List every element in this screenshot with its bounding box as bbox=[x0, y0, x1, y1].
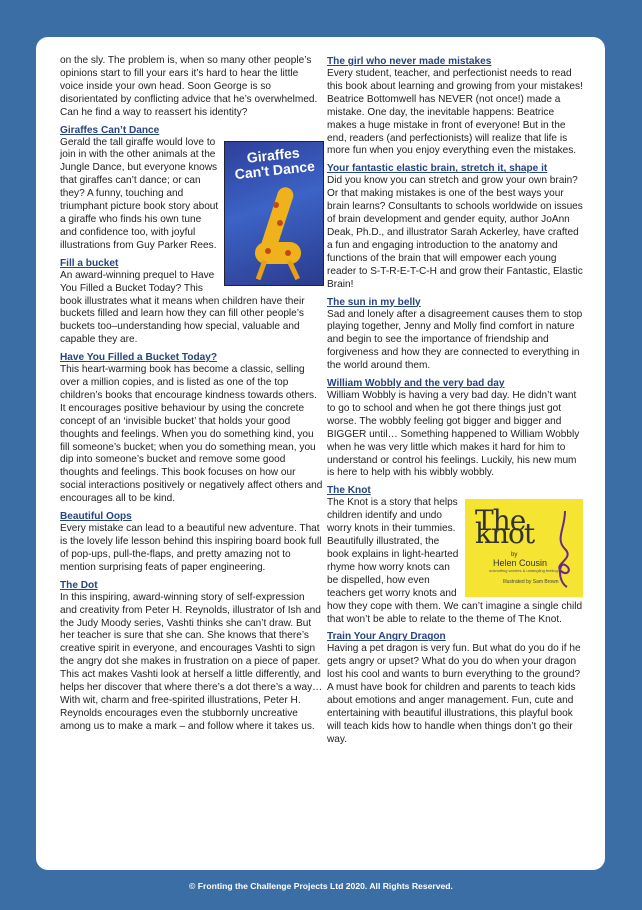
book-title-sun-belly[interactable]: The sun in my belly bbox=[327, 296, 421, 308]
book-title-william-wobbly[interactable]: William Wobbly and the very bad day bbox=[327, 378, 505, 390]
knot-rope-icon bbox=[551, 509, 579, 589]
book-entry-elastic-brain bbox=[327, 162, 583, 291]
book-entry-william-wobbly bbox=[327, 377, 583, 480]
book-text-filled-bucket: This heart-warming book has become a classic, selling over a million copies, and is listed as one of the top children’s books that encourage kindness towards others. It encourages positive behaviour by using the concrete concept of an ‘invisible bucket’ that holds your good thoughts and feelings. When you do something kind, you fill someone’s bucket; when you do something mean, you dip into someone’s bucket and remove some good thoughts and feelings. This book focuses on how our social interactions positively or negatively affect others and encourages all to be kind. bbox=[60, 364, 323, 505]
book-title-girl-mistakes[interactable]: The girl who never made mistakes bbox=[327, 56, 492, 67]
intro-paragraph: on the sly. The problem is, when so many other people’s opinions start to fill your ears it’s hard to hear the little voice inside your own head. Soon George is so disorientated by conflicting advice that he’s overwhelmed. Can he find a way to reassert his identity? bbox=[60, 55, 318, 118]
cover-by: by bbox=[511, 552, 518, 559]
book-title-beautiful-oops[interactable]: Beautiful Oops bbox=[60, 511, 132, 523]
book-entry-angry-dragon bbox=[327, 630, 583, 746]
book-text-giraffes: Gerald the tall giraffe would love to join in with the other animals at the Jungle Dance, but everyone knows that giraffes can’t dance; or can they? A funny, touching and triumphant picture book story about a giraffe who finds his own tune and confidence too, with joyful illustrations from Guy Parker Rees. bbox=[60, 136, 219, 251]
book-text-angry-dragon: Having a pet dragon is very fun. But what do you do if he gets angry or upset? What do you do when your dragon lost his cool and wants to burn everything to the ground? A must have book for children and parents to teach kids about emotions and anger management. Fun, cute and entertaining with beautiful illustrations, this playful book will teach kids how to handle when things don’t go their way. bbox=[327, 643, 581, 745]
giraffes-cant-dance-cover bbox=[224, 141, 324, 286]
giraffe-spot bbox=[285, 250, 291, 256]
cover-author: Helen Cousin bbox=[493, 558, 548, 569]
book-entry-giraffes bbox=[60, 124, 324, 253]
cover-title: The knot bbox=[475, 504, 535, 551]
cover-illustrator: Illustrated by Sam Brown bbox=[503, 579, 559, 586]
copyright-footer: © Fronting the Challenge Projects Ltd 2020. All Rights Reserved. bbox=[189, 881, 453, 891]
book-title-angry-dragon[interactable]: Train Your Angry Dragon bbox=[327, 631, 446, 643]
book-entry-girl-mistakes bbox=[327, 55, 583, 158]
book-entry-beautiful-oops bbox=[60, 510, 324, 575]
book-text-the-dot: In this inspiring, award-winning story of self-expression and creativity from Peter H. Reynolds, illustrator of Ish and the Judy Moody series, Vashti thinks she can’t draw. But her teacher is sure that she can. She knows that there’s creative spirit in everyone, and encourages Vashti to sign the angry dot she makes in frustration on a piece of paper. This act makes Vashti look at herself a little differently, and helps her discover that where there’s a dot there’s a way… With wit, charm and free-spirited illustrations, Peter H. Reynolds encourages even the stubbornly uncreative among us to make a mark – and follow where it takes us. bbox=[60, 591, 323, 732]
giraffe-spot bbox=[265, 248, 271, 254]
left-column bbox=[60, 55, 324, 734]
page-sheet bbox=[36, 37, 605, 870]
book-title-the-dot[interactable]: The Dot bbox=[60, 579, 98, 591]
giraffe-spot bbox=[273, 202, 279, 208]
book-entry-the-knot bbox=[327, 484, 583, 626]
book-text-elastic-brain: Did you know you can stretch and grow your own brain? Or that making mistakes is one of the best ways your brain learns? Consultants to schools worldwide on issues of brain development and gender equity, author JoAnn Deak, Ph.D., and illustrator Sarah Ackerley, have crafted a fun and engaging introduction to the anatomy and functions of the brain that will empower each young reader to S-T-R-E-T-C-H and grow their Fantastic, Elastic Brain! bbox=[327, 175, 583, 290]
book-text-girl-mistakes: Every student, teacher, and perfectionist needs to read this book about learning and growing from your mistakes! Beatrice Bottomwell has NEVER (not once!) made a mistake. One day, the inevitable happens: Beatrice makes a huge mistake in front of everyone! But in the end, readers (and perfectionists) will realize that life is more fun when you enjoy everything even the mistakes. bbox=[327, 68, 583, 157]
giraffe-leg bbox=[256, 259, 268, 280]
giraffe-spot bbox=[277, 220, 283, 226]
book-title-the-knot[interactable]: The Knot bbox=[327, 485, 371, 497]
book-entry-filled-bucket bbox=[60, 351, 324, 506]
book-text-the-knot: The Knot is a story that helps children identify and undo worry knots in their tummies. Beautifully illustrated, the book explains in light-hearted rhyme how worry knots can be dispelled, how even teachers get worry knots and how they cope with them. We can’t imagine a single child that won’t be able to relate to the theme of The Knot. bbox=[327, 497, 583, 625]
the-knot-cover bbox=[465, 499, 583, 597]
book-title-fill-a-bucket[interactable]: Fill a bucket bbox=[60, 257, 119, 269]
book-title-filled-bucket[interactable]: Have You Filled a Bucket Today? bbox=[60, 352, 218, 364]
book-text-beautiful-oops: Every mistake can lead to a beautiful new adventure. That is the lovely life lesson behind this inspiring board book full of pop-ups, pull-the-flaps, and pretty amazing not to mention surprising feats of paper engineering. bbox=[60, 523, 322, 573]
book-text-william-wobbly: William Wobbly is having a very bad day. He didn’t want to go to school and when he got there things just got worse. The wobbly feeling got bigger and bigger and BIGGER until… Something happened to William Wobbly when he was very little which makes it hard for him to understand or control his feelings. Luckily, his new mum is here to help with his wibbly wobbly. bbox=[327, 390, 580, 479]
book-entry-the-dot bbox=[60, 579, 324, 734]
book-title-giraffes[interactable]: Giraffes Can’t Dance bbox=[60, 124, 160, 136]
cover-title: Giraffes Can't Dance bbox=[233, 143, 316, 182]
cover-subtitle: unknotting worries & untangling feelings bbox=[489, 568, 560, 574]
book-title-elastic-brain[interactable]: Your fantastic elastic brain, stretch it, shape it bbox=[327, 163, 548, 175]
right-column bbox=[327, 55, 583, 747]
book-text-sun-belly: Sad and lonely after a disagreement causes them to stop playing together, Jenny and Molly find comfort in nature and begin to see the importance of friendship and forgiveness and how they are connected to everything in the world around them. bbox=[327, 308, 583, 372]
book-text-fill-a-bucket: An award-winning prequel to Have You Filled a Bucket Today? This book illustrates what it means when children have their buckets filled and learn how they can fill other people’s buckets too–understanding how special, valuable and capable they are. bbox=[60, 269, 305, 346]
book-entry-sun-belly bbox=[327, 296, 583, 374]
